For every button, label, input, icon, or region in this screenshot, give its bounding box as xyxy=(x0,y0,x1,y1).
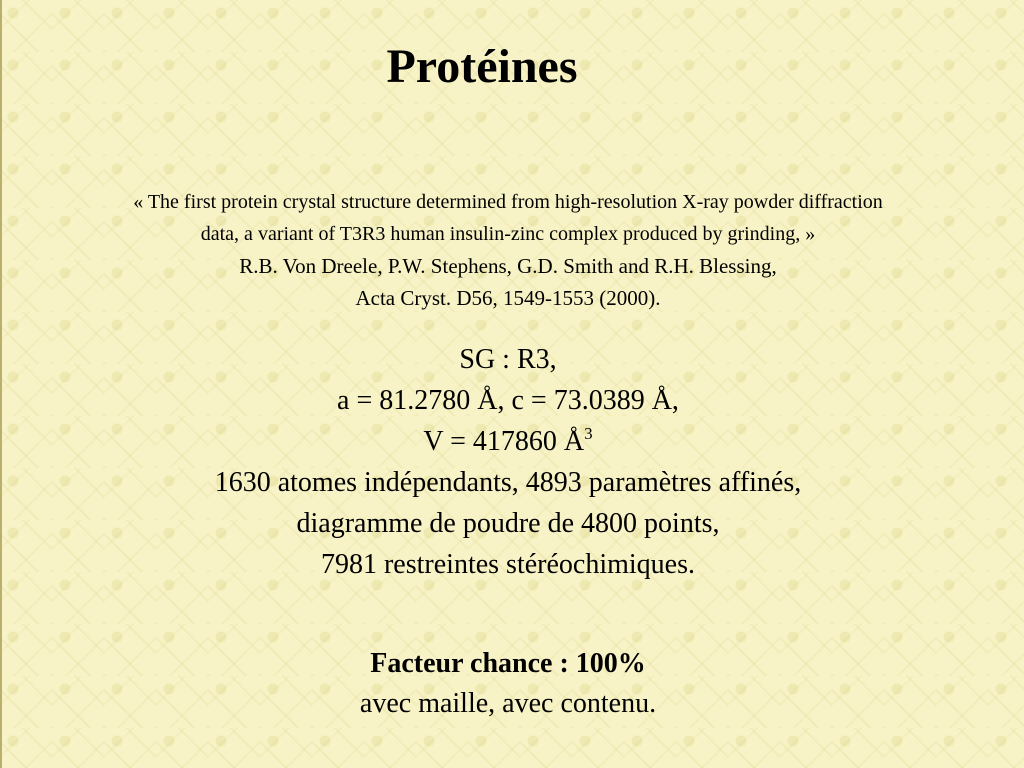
citation-authors: R.B. Von Dreele, P.W. Stephens, G.D. Smith and R.H. Blessing, xyxy=(239,254,777,278)
citation-quote-line-1: « The first protein crystal structure determined from high-resolution X-ray powder diffraction xyxy=(133,191,883,213)
chance-factor-headline: Facteur chance : 100% xyxy=(370,648,646,679)
citation-journal: Acta Cryst. D56, 1549-1553 (2000). xyxy=(355,286,661,310)
space-group: SG : R3, xyxy=(459,344,557,375)
stereochemical-restraints: 7981 restreintes stéréochimiques. xyxy=(320,549,695,580)
cell-parameters: a = 81.2780 Å, c = 73.0389 Å, xyxy=(337,385,679,416)
structure-parameters xyxy=(0,339,1016,585)
citation-block xyxy=(0,186,1016,314)
cell-volume xyxy=(0,421,1016,462)
powder-pattern-points: diagramme de poudre de 4800 points, xyxy=(296,508,720,539)
cell-volume-exponent: 3 xyxy=(584,424,593,443)
slide-title: Protéines xyxy=(386,40,578,93)
cell-volume-value: V = 417860 Å xyxy=(423,426,585,457)
citation-quote-line-2: data, a variant of T3R3 human insulin-zinc complex produced by grinding, » xyxy=(200,223,816,245)
atoms-parameters: 1630 atomes indépendants, 4893 paramètres affinés, xyxy=(214,467,802,498)
conclusion-block xyxy=(0,644,1016,724)
chance-factor-detail: avec maille, avec contenu. xyxy=(359,688,657,719)
